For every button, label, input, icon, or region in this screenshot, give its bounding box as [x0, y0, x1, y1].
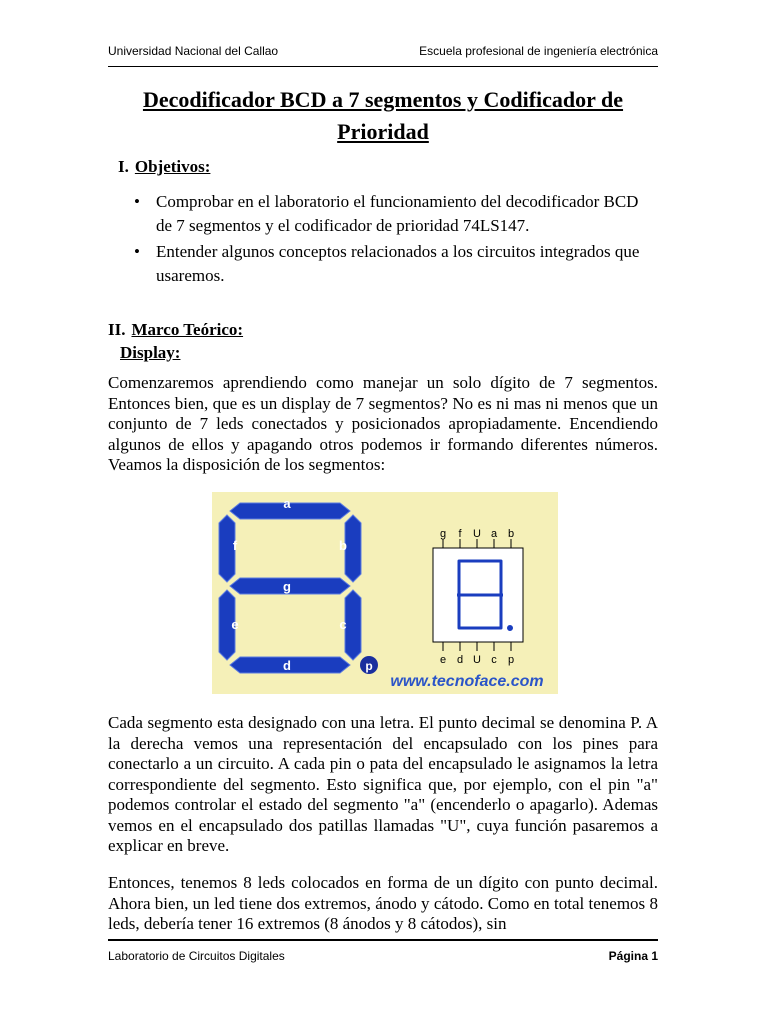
title-line-1: Decodificador BCD a 7 segmentos y Codificador de: [142, 87, 624, 112]
list-item: [128, 240, 658, 288]
pin-label-top-1: f: [458, 528, 462, 540]
section-label: Marco Teórico:: [131, 320, 244, 339]
title-line-2: Prioridad: [337, 119, 429, 144]
pin-label-bottom-0: e: [439, 654, 447, 666]
segment-label-p: p: [365, 659, 373, 673]
subheading-label: Display:: [120, 343, 181, 362]
segment-b: [345, 515, 361, 582]
paragraph-segments: Cada segmento esta designado con una letra. El punto decimal se denomina P. A la derecha vemos una representación del encapsulado con los pines para conectarlo a un circuito. A cada pin o pata del encapsulado le asignamos la letra correspondiente del segmento. Esto significa que, por ejemplo, con el pin "a" podemos controlar el estado del segmento "a" (encenderlo o apagarlo). Ademas vemos en el encapsulado dos patillas llamadas "U", cuya función pasaremos a explicar en breve.: [108, 713, 658, 855]
section-number: II.: [108, 320, 126, 339]
pin-label-top-2: U: [473, 528, 481, 540]
page-header: [108, 40, 658, 67]
section-heading-objetivos: [118, 156, 210, 178]
pin-label-bottom-2: U: [473, 654, 481, 666]
pin-label-top-3: a: [490, 528, 498, 540]
section-number: I.: [118, 157, 129, 176]
paragraph-leds: Entonces, tenemos 8 leds colocados en forma de un dígito con punto decimal. Ahora bien, un led tiene dos extremos, ánodo y cátodo. Como en total tenemos 8 leds, debería tener 16 extremos (8 ánodos y 8 cátodos), sin: [108, 873, 658, 933]
bullet-icon: •: [134, 192, 140, 211]
pin-label-bottom-1: d: [456, 654, 464, 666]
section-label: Objetivos:: [134, 157, 211, 176]
section-heading-marco: [108, 319, 243, 341]
seven-segment-diagram: [212, 492, 558, 694]
document-title: [108, 84, 658, 148]
pin-label-bottom-3: c: [491, 654, 497, 666]
list-item-text: Entender algunos conceptos relacionados a los circuitos integrados que usaremos.: [156, 242, 640, 285]
seven-segment-figure: [212, 492, 558, 694]
segment-label-g: g: [283, 579, 291, 594]
pin-label-bottom-4: p: [507, 654, 515, 666]
display-package: [433, 528, 523, 666]
segment-label-d: d: [283, 658, 291, 673]
bullet-icon: •: [134, 242, 140, 261]
paragraph-intro: Comenzaremos aprendiendo como manejar un solo dígito de 7 segmentos. Entonces bien, que es un display de 7 segmentos? No es ni mas ni menos que un conjunto de 7 leds conectados y posicionados apropiadamente. Encendiendo algunos de ellos y apagando otros podemos ir formando diferentes números. Veamos la disposición de los segmentos:: [108, 373, 658, 474]
segment-label-b: b: [339, 538, 347, 553]
page-footer: [108, 939, 658, 967]
objectives-list: [128, 190, 658, 290]
segment-label-f: f: [232, 538, 238, 553]
list-item: [128, 190, 658, 238]
watermark-text: www.tecnoface.com: [390, 673, 544, 690]
footer-left: Laboratorio de Circuitos Digitales: [108, 949, 285, 963]
page-number: Página 1: [608, 949, 658, 963]
pin-label-top-0: g: [439, 528, 447, 540]
pin-label-top-4: b: [507, 528, 515, 540]
segment-c: [345, 590, 361, 660]
subheading-display: [120, 342, 180, 364]
package-dot: [507, 625, 513, 631]
list-item-text: Comprobar en el laboratorio el funcionamiento del decodificador BCD de 7 segmentos y el codificador de prioridad 74LS147.: [156, 192, 639, 235]
header-right: Escuela profesional de ingeniería electrónica: [419, 44, 658, 58]
segment-label-e: e: [231, 617, 239, 632]
segment-label-c: c: [339, 617, 347, 632]
header-left: Universidad Nacional del Callao: [108, 44, 279, 58]
segment-label-a: a: [283, 496, 291, 511]
